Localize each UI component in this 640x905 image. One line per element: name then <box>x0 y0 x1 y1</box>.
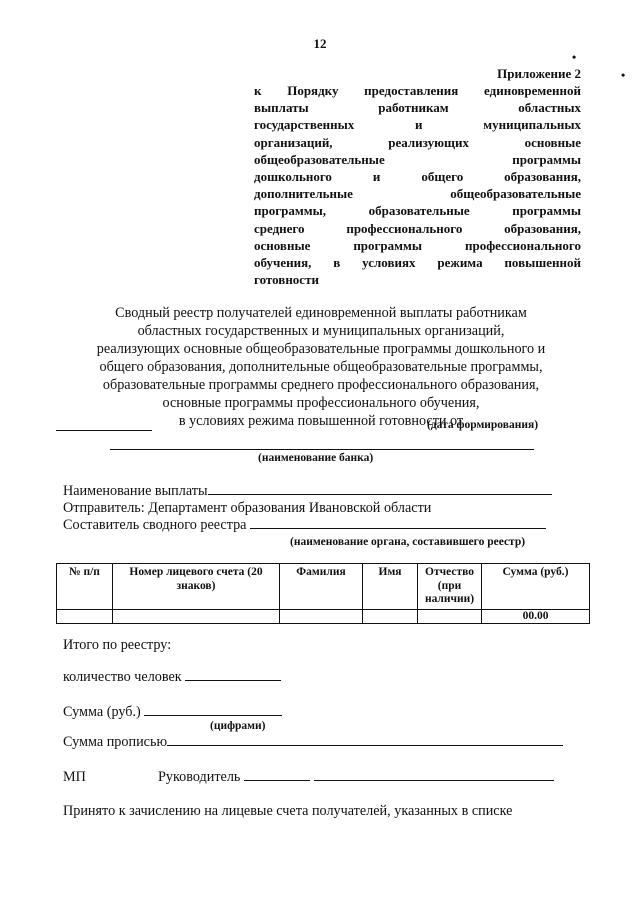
bank-caption: (наименование банка) <box>258 452 374 464</box>
annex-line: дополнительные общеобразовательные <box>254 186 581 202</box>
column-header: Фамилия <box>280 564 363 610</box>
head-signature-blank <box>244 780 310 781</box>
table-cell <box>280 609 363 624</box>
page-number: 12 <box>313 36 327 51</box>
document-title <box>56 304 586 431</box>
annex-line: общеобразовательные программы <box>254 151 581 167</box>
annex-line: к Порядку предоставления единовременной <box>254 83 581 98</box>
table-cell <box>363 609 418 624</box>
people-count-blank <box>185 680 281 681</box>
sender-value: Департамент образования Ивановской области <box>148 500 432 516</box>
compiler-label: Составитель сводного реестра <box>63 517 247 533</box>
annex-line: готовности <box>254 272 319 288</box>
sum-words-label: Сумма прописью <box>63 734 168 750</box>
annex-title: Приложение 2 <box>497 66 581 81</box>
title-line: реализующих основные общеобразовательные программы дошкольного и <box>96 341 546 357</box>
table-cell-sum: 00.00 <box>482 609 590 624</box>
column-header: Отчество (при наличии) <box>418 564 482 610</box>
sender-label: Отправитель: <box>63 500 145 516</box>
people-count-label: количество человек <box>63 669 182 685</box>
payment-name-blank <box>208 494 552 495</box>
title-line: основные программы профессионального обучения, <box>162 395 480 411</box>
head-signature-field <box>158 769 554 786</box>
totals-heading: Итого по реестру: <box>63 637 172 653</box>
date-caption: (дата формирования) <box>427 419 539 431</box>
column-header: № п/п <box>57 564 113 610</box>
accepted-text: Принято к зачислению на лицевые счета получателей, указанных в списке <box>63 803 513 819</box>
sum-blank <box>144 715 282 716</box>
annex-line: выплаты работникам областных <box>254 100 581 116</box>
annex-line: дошкольного и общего образования, <box>254 169 581 185</box>
table-header-row <box>57 564 590 610</box>
stamp-place: МП <box>63 769 86 785</box>
sum-words-field <box>63 734 563 751</box>
column-header: Сумма (руб.) <box>482 564 590 610</box>
table-cell <box>57 609 113 624</box>
table-cell <box>113 609 280 624</box>
annex-reference <box>254 82 581 288</box>
column-header: Имя <box>363 564 418 610</box>
head-name-blank <box>314 780 554 781</box>
sum-label: Сумма (руб.) <box>63 704 141 720</box>
annex-line: государственных и муниципальных <box>254 117 581 133</box>
annex-line: обучения, в условиях режима повышенной <box>254 255 581 271</box>
annex-line: организаций, реализующих основные <box>254 134 581 150</box>
head-label: Руководитель <box>158 769 241 785</box>
annex-line: основные программы профессионального <box>254 237 581 253</box>
table-row <box>57 609 590 624</box>
title-line: образовательные программы среднего профессионального образования, <box>102 377 540 393</box>
scan-mark: • <box>572 50 577 64</box>
title-line: Сводный реестр получателей единовременной выплаты работникам <box>115 305 527 321</box>
payment-name-field <box>63 483 552 500</box>
compiler-caption: (наименование органа, составившего реестр) <box>290 536 526 548</box>
sum-words-blank <box>167 745 563 746</box>
compiler-field <box>63 517 546 534</box>
column-header: Номер лицевого счета (20 знаков) <box>113 564 280 610</box>
payment-name-label: Наименование выплаты <box>63 483 208 499</box>
sum-field <box>63 704 282 721</box>
title-line: общего образования, дополнительные общеобразовательные программы, <box>99 359 543 375</box>
scan-mark: • <box>621 68 626 82</box>
title-line: областных государственных и муниципальных организаций, <box>137 323 505 339</box>
registry-table <box>56 563 590 624</box>
annex-line: среднего профессионального образования, <box>254 220 581 236</box>
bank-name-line <box>110 449 534 450</box>
date-blank <box>56 430 152 431</box>
table-cell <box>418 609 482 624</box>
sender-field <box>63 500 431 517</box>
annex-line: программы, образовательные программы <box>254 203 581 219</box>
title-last-line: в условиях режима повышенной готовности от <box>178 413 464 429</box>
compiler-blank <box>250 528 546 529</box>
sum-caption: (цифрами) <box>210 720 266 732</box>
people-count-field <box>63 669 281 686</box>
